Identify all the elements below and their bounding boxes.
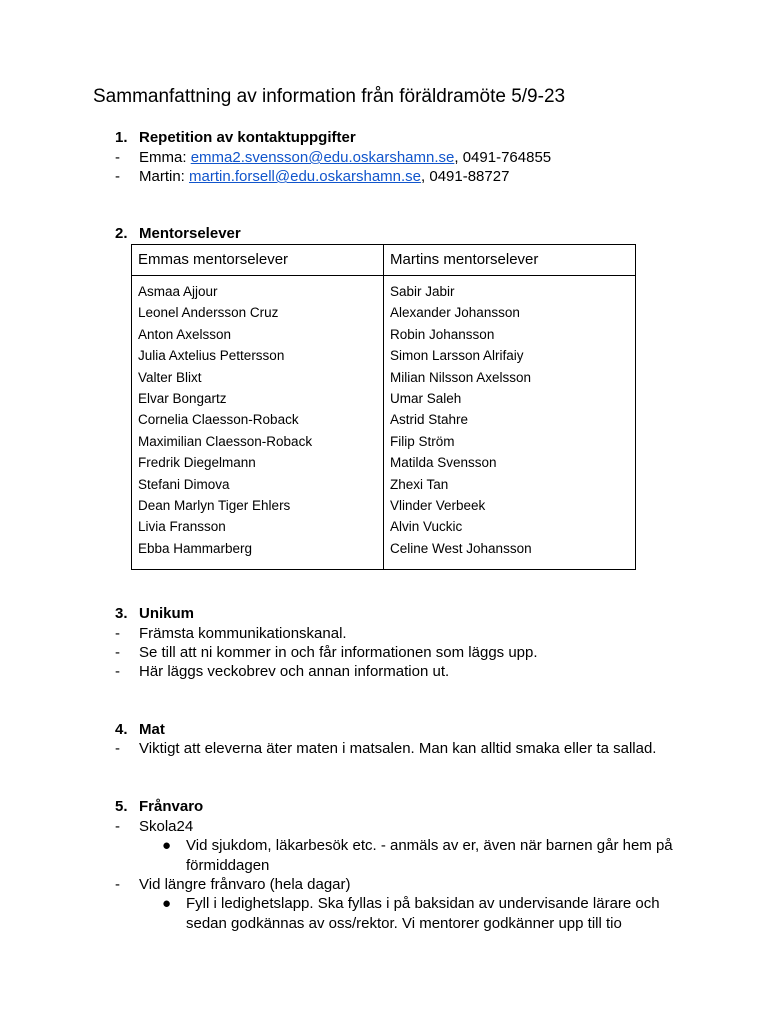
mentor-table-row	[132, 276, 636, 570]
emma-column-header: Emmas mentorselever	[132, 245, 384, 276]
student-name: Simon Larsson Alrifaiy	[390, 348, 524, 364]
student-name: Umar Saleh	[390, 391, 462, 407]
franvaro-item-skola24-text: Skola24	[139, 818, 194, 835]
mentor-table-header-row	[132, 245, 636, 276]
franvaro-subitem-ledighetslapp	[162, 894, 702, 934]
dash-marker: -	[115, 740, 120, 757]
student-name: Milian Nilsson Axelsson	[390, 369, 532, 385]
bullet-marker: ●	[162, 837, 172, 854]
dash-marker: -	[115, 149, 120, 166]
student-name: Filip Ström	[390, 433, 455, 449]
unikum-item	[115, 624, 347, 643]
section-5-number: 5.	[115, 798, 128, 815]
student-name: Dean Marlyn Tiger Ehlers	[138, 498, 291, 514]
section-3-number: 3.	[115, 605, 128, 622]
franvaro-subitem-sjukdom-text: Vid sjukdom, läkarbesök etc. - anmäls av er, även när barnen går hem på förmiddagen	[186, 837, 673, 874]
section-1-title: Repetition av kontaktuppgifter	[139, 129, 356, 146]
student-name: Matilda Svensson	[390, 455, 497, 471]
contact-martin	[115, 167, 509, 186]
student-name: Ebba Hammarberg	[138, 540, 253, 556]
section-5-title: Frånvaro	[139, 798, 204, 815]
contact-emma-email-link[interactable]: emma2.svensson@edu.oskarshamn.se	[190, 149, 455, 166]
dash-marker: -	[115, 818, 120, 835]
section-1-number: 1.	[115, 129, 128, 146]
unikum-item-text: Främsta kommunikationskanal.	[139, 625, 347, 642]
dash-marker: -	[115, 663, 120, 680]
student-name: Alvin Vuckic	[390, 519, 463, 535]
student-name: Astrid Stahre	[390, 412, 469, 428]
section-5-heading	[115, 798, 203, 815]
student-name: Leonel Andersson Cruz	[138, 305, 279, 321]
student-name: Asmaa Ajjour	[138, 284, 218, 299]
martin-column-header: Martins mentorselever	[384, 245, 636, 276]
section-2-title: Mentorselever	[139, 225, 241, 242]
student-name: Vlinder Verbeek	[390, 498, 486, 514]
student-name: Robin Johansson	[390, 326, 495, 342]
mentor-table	[131, 244, 636, 570]
dash-marker: -	[115, 644, 120, 661]
dash-marker: -	[115, 168, 120, 185]
student-name: Celine West Johansson	[390, 540, 532, 556]
unikum-item	[115, 643, 538, 662]
franvaro-item-langre-text: Vid längre frånvaro (hela dagar)	[139, 876, 351, 893]
martin-student-list	[384, 276, 636, 570]
section-4-title: Mat	[139, 721, 165, 738]
student-name: Zhexi Tan	[390, 476, 449, 492]
contact-martin-email-link[interactable]: martin.forsell@edu.oskarshamn.se	[189, 168, 422, 185]
unikum-item-text: Här läggs veckobrev och annan information ut.	[139, 663, 450, 680]
student-name: Julia Axtelius Pettersson	[138, 348, 285, 364]
dash-marker: -	[115, 876, 120, 893]
section-2-number: 2.	[115, 225, 128, 242]
student-name: Stefani Dimova	[138, 476, 230, 492]
student-name: Cornelia Claesson-Roback	[138, 412, 299, 428]
dash-marker: -	[115, 625, 120, 642]
section-4-heading	[115, 721, 165, 738]
section-3-heading	[115, 605, 194, 622]
franvaro-subitem-ledighetslapp-text: Fyll i ledighetslapp. Ska fyllas i på baksidan av undervisande lärare och sedan godkännas av oss/rektor. Vi mentorer godkänner upp till tio	[186, 895, 660, 932]
student-name: Fredrik Diegelmann	[138, 455, 256, 471]
student-name: Valter Blixt	[138, 369, 202, 385]
section-2-heading	[115, 225, 241, 242]
unikum-item	[115, 662, 449, 681]
contact-martin-phone: , 0491-88727	[421, 168, 510, 185]
contact-emma-phone: , 0491-764855	[454, 149, 552, 166]
unikum-item-text: Se till att ni kommer in och får informationen som läggs upp.	[139, 644, 538, 661]
mat-item-text: Viktigt att eleverna äter maten i matsalen. Man kan alltid smaka eller ta sallad.	[139, 740, 657, 757]
section-4-number: 4.	[115, 721, 128, 738]
student-name: Sabir Jabir	[390, 284, 455, 299]
bullet-marker: ●	[162, 895, 172, 912]
contact-martin-label: Martin:	[139, 168, 190, 185]
franvaro-subitem-sjukdom	[162, 836, 702, 876]
mat-item	[115, 739, 656, 758]
student-name: Anton Axelsson	[138, 326, 232, 342]
franvaro-item-skola24	[115, 817, 193, 836]
student-name: Elvar Bongartz	[138, 391, 227, 407]
contact-emma-label: Emma:	[139, 149, 191, 166]
franvaro-item-langre	[115, 875, 351, 894]
student-name: Alexander Johansson	[390, 305, 520, 321]
section-3-title: Unikum	[139, 605, 195, 622]
document-title: Sammanfattning av information från föräldramöte 5/9-23	[93, 86, 566, 107]
contact-emma	[115, 148, 551, 167]
student-name: Maximilian Claesson-Roback	[138, 433, 313, 449]
section-1-heading	[115, 129, 356, 146]
student-name: Livia Fransson	[138, 519, 226, 535]
emma-student-list	[132, 276, 384, 570]
